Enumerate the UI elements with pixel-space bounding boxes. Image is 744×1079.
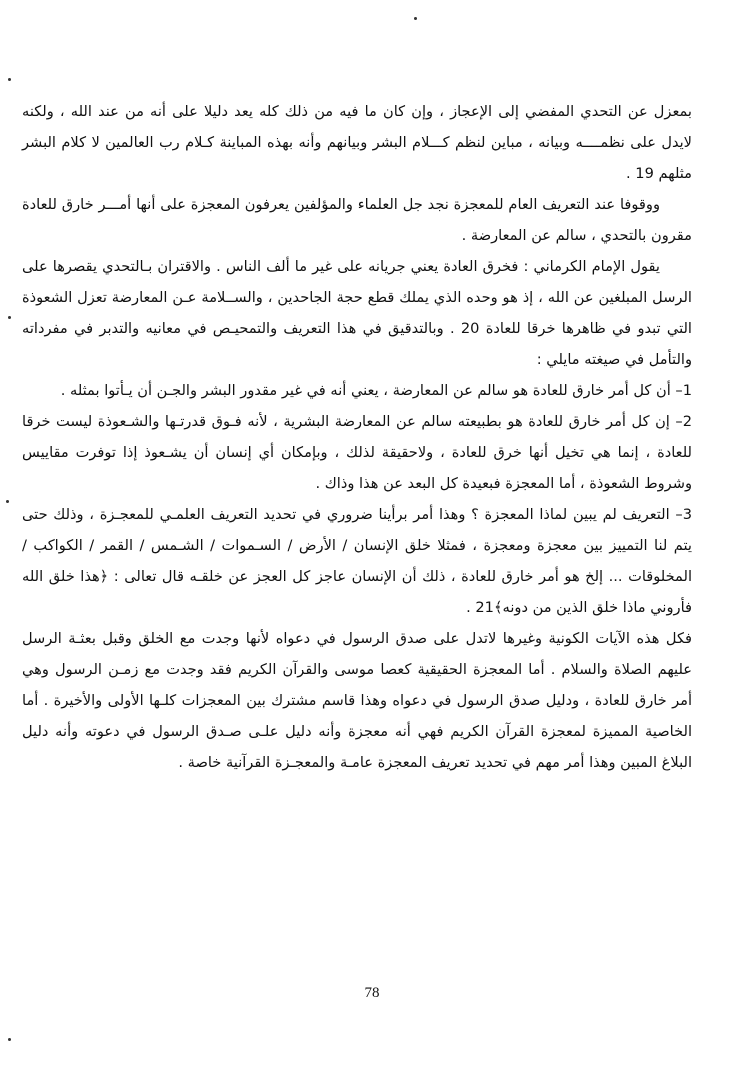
list-item-2: 2– إن كل أمر خارق للعادة هو بطبيعته سالم عن المعارضة البشرية ، لأنه فـوق قدرتـها والشـعوذة ليست خرقا للعادة ، إنما هي تخيل أنها خرق للعادة ، ولاحقيقة لذلك ، وبإمكان أي إنسان أن يشـعوذ إذا توفرت مقاييس وشروط الشعوذة ، أما المعجزة فبعيدة كل البعد عن هذا وذاك . [22,413,692,492]
paragraph-conclusion: فكل هذه الآيات الكونية وغيرها لاتدل على صدق الرسول في دعواه لأنها وجدت مع الخلق وقبل بعثـة الرسل عليهم الصلاة والسلام . أما المعجزة الحقيقية كعصا موسى والقرآن الكريم فقد وجدت مع زمـن الرسول وهي أمر خارق للعادة ، ودليل صدق الرسول في دعواه وهذا قاسم مشترك بين المعجزات كلـها الأولى والأخيرة . أما الخاصية المميزة لمعجزة القرآن الكريم فهي أنه معجزة وأنه دليل علـى صـدق الرسول في دعوته وأنه دليل البلاغ المبين وهذا أمر مهم في تحديد تعريف المعجزة عامـة والمعجـزة القرآنية خاصة . [22,630,692,771]
margin-mark-left-4 [8,1038,11,1041]
body-text [22,96,692,778]
margin-mark-top [414,17,417,20]
paragraph-1: بمعزل عن التحدي المفضي إلى الإعجاز ، وإن كان ما فيه من ذلك كله يعد دليلا على أنه من عند الله ، ولكنه لايدل على نظمــــه وبيانه ، مباين لنظم كـــلام البشر وبيانهم وأنه بهذه المباينة كـلام رب العالمين لا كلام البشر مثلهم 19 . [22,103,692,182]
margin-mark-left-2 [8,316,11,319]
list-item-1: 1– أن كل أمر خارق للعادة هو سالم عن المعارضة ، يعني أنه في غير مقدور البشر والجـن أن يـأتوا بمثله . [60,382,692,399]
paragraph-2: ووقوفا عند التعريف العام للمعجزة نجد جل العلماء والمؤلفين يعرفون المعجزة على أنها أمـــر خارق للعادة مقرون بالتحدي ، سالم عن المعارضة . [22,196,692,244]
paragraph-3: يقول الإمام الكرماني : فخرق العادة يعني جريانه على غير ما ألف الناس . والاقتران بـالتحدي يقصرها على الرسل المبلغين عن الله ، إذ هو وحده الذي يملك قطع حجة الجاحدين ، والســلامة عـن المعارضة تعزل الشعوذة التي تبدو في ظاهرها خرقا للعادة 20 . وبالتدقيق في هذا التعريف والتمحيـص في معانيه والتدبر في مفرداته والتأمل في صيغته مايلي : [22,258,692,368]
margin-mark-left-1 [8,78,11,81]
page-number: 78 [364,985,380,1001]
list-item-3: 3– التعريف لم يبين لماذا المعجزة ؟ وهذا أمر برأينا ضروري في تحديد التعريف العلمـي للمعجـزة ، وذلك حتى يتم لنا التمييز بين معجزة ومعجزة ، فمثلا خلق الإنسان / الأرض / السـموات / الشـمس / القمر / الكواكب / المخلوقات ... إلخ هو أمر خارق للعادة ، ذلك أن الإنسان عاجز كل العجز عن خلقـه قال تعالى : ﴿هذا خلق الله فأروني ماذا خلق الذين من دونه﴾21 . [22,506,692,616]
margin-mark-left-3 [6,500,9,503]
